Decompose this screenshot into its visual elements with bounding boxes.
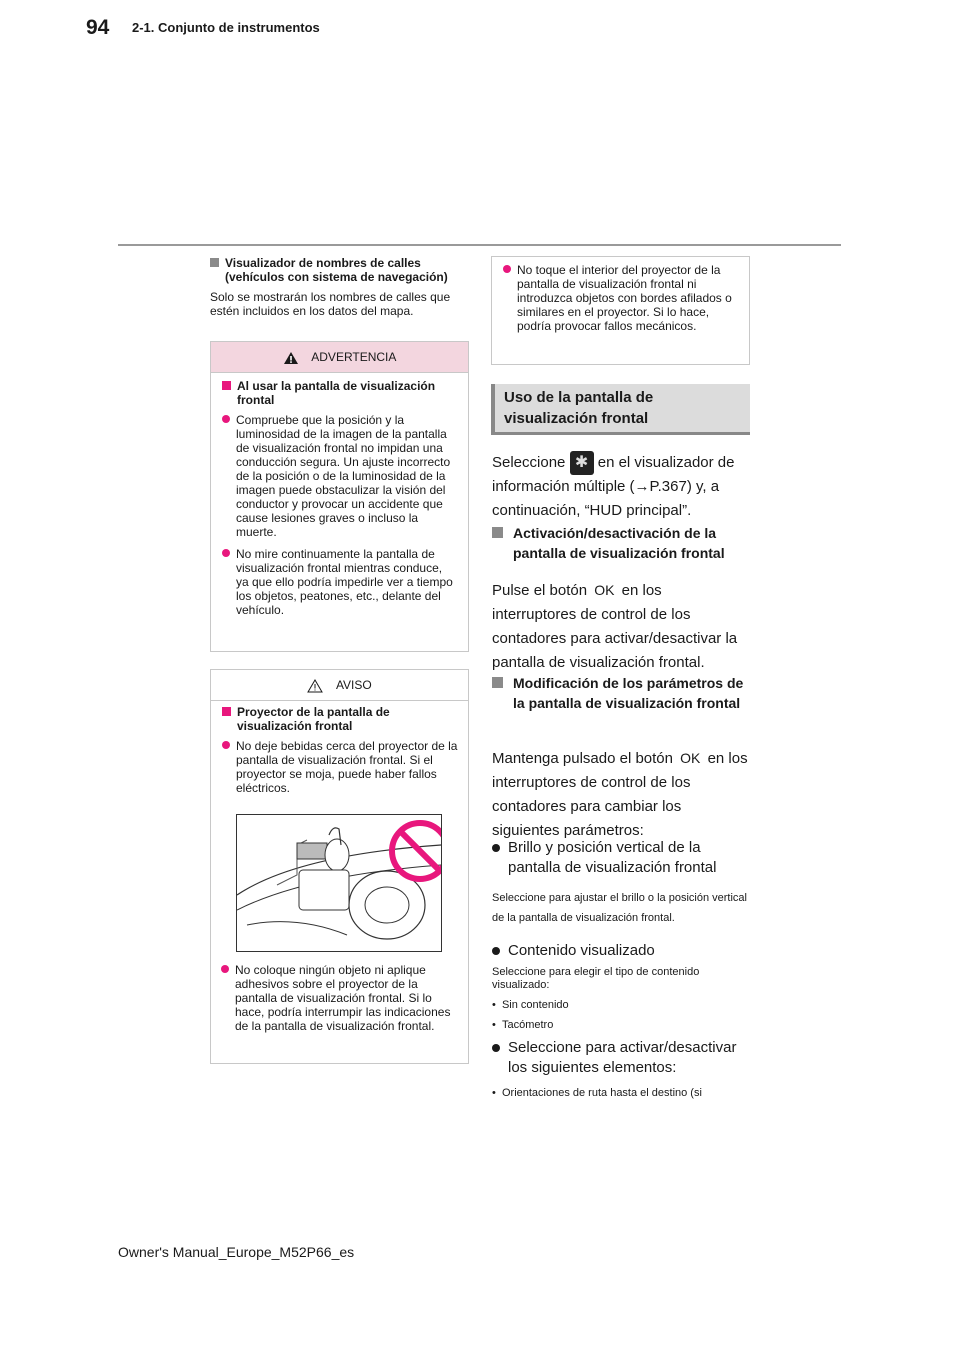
notice-heading: Proyector de la pantalla de visualización frontal	[222, 705, 458, 733]
ok-button-icon: OK	[680, 750, 701, 766]
warning-triangle-icon	[283, 351, 299, 365]
bullet-icon	[503, 265, 511, 273]
page-number: 94	[86, 16, 110, 39]
bullet-icon	[492, 844, 500, 852]
option-toggle: Seleccione para activar/desactivar los siguientes elementos: • Orientaciones de ruta hasta el destino (si	[492, 1038, 750, 1100]
notice-item: No deje bebidas cerca del proyector de la pantalla de visualización frontal. Si el proyector se moja, puede haber fallos eléctricos.	[222, 739, 458, 795]
bullet-icon	[222, 549, 230, 557]
square-bullet-icon	[492, 527, 503, 538]
notice-item-2	[221, 963, 457, 1033]
warning-header: ADVERTENCIA	[211, 342, 468, 373]
onoff-paragraph: Pulse el botón OK en los interruptores de control de los contadores para activar/desactivar la pantalla de visualización frontal.	[492, 578, 750, 675]
params-paragraph: Mantenga pulsado el botón OK en los interruptores de control de los contadores para cambiar los siguientes parámetros:	[492, 746, 750, 843]
street-names-text: Solo se mostrarán los nombres de calles que estén incluidos en los datos del mapa.	[210, 290, 451, 318]
gear-icon: ✱	[570, 451, 594, 475]
notice-item: No coloque ningún objeto ni aplique adhesivos sobre el proyector de la pantalla de visualización frontal. Si lo hace, podría interrumpir las indicaciones de la pantalla de visualización frontal.	[221, 963, 457, 1033]
heading-accent	[491, 384, 495, 432]
intro-paragraph: Seleccione ✱ en el visualizador de información múltiple (→P.367) y, a continuación, “HUD principal”.	[492, 451, 750, 523]
list-item: • Orientaciones de ruta hasta el destino (si	[492, 1087, 702, 1099]
option-content: Contenido visualizado Seleccione para elegir el tipo de contenido visualizado: • Sin contenido • Tacómetro	[492, 941, 750, 1032]
notice-continued-box	[491, 256, 750, 365]
warning-box	[210, 341, 469, 652]
warning-item: No mire continuamente la pantalla de visualización frontal mientras conduce, ya que ello podría impedirle ver a tiempo los objetos, peatones, etc., delante del vehículo.	[222, 547, 458, 617]
square-bullet-icon	[222, 381, 231, 390]
street-names-heading: Visualizador de nombres de calles (vehículos con sistema de navegación)	[210, 256, 468, 284]
option-brightness-text: Seleccione para ajustar el brillo o la posición vertical de la pantalla de visualización frontal.	[492, 892, 747, 924]
list-item: • Tacómetro	[492, 1019, 554, 1031]
bullet-icon	[492, 947, 500, 955]
warning-heading: Al usar la pantalla de visualización frontal	[222, 379, 458, 407]
notice-item: No toque el interior del proyector de la pantalla de visualización frontal ni introduzca objetos con bordes afilados o similares en el proyector. Si lo hace, podría provocar fallos mecánicos.	[503, 263, 739, 333]
ok-button-icon: OK	[594, 582, 615, 598]
caution-triangle-icon	[307, 679, 323, 693]
projector-illustration	[236, 814, 442, 952]
onoff-heading: Activación/desactivación de la pantalla de visualización frontal	[492, 523, 750, 563]
section-heading-bar	[491, 384, 750, 435]
bullet-icon	[222, 415, 230, 423]
bullet-icon	[492, 1044, 500, 1052]
square-bullet-icon	[210, 258, 219, 267]
square-bullet-icon	[492, 677, 503, 688]
bullet-icon	[221, 965, 229, 973]
option-brightness: Brillo y posición vertical de la pantalla de visualización frontal Seleccione para ajustar el brillo o la posición vertical de la pantalla de visualización frontal.	[492, 838, 750, 928]
bullet-icon	[222, 741, 230, 749]
footer-text: Owner's Manual_Europe_M52P66_es	[118, 1244, 355, 1260]
list-item: • Sin contenido	[492, 999, 569, 1011]
dashboard-drawing	[237, 815, 441, 951]
option-content-text: Seleccione para elegir el tipo de contenido visualizado:	[492, 966, 700, 991]
notice-header: AVISO	[211, 670, 468, 701]
street-names-section	[210, 256, 468, 318]
header-rule	[118, 244, 841, 246]
params-heading: Modificación de los parámetros de la pantalla de visualización frontal	[492, 673, 750, 713]
warning-item: Compruebe que la posición y la luminosidad de la imagen de la pantalla de visualización frontal no impidan una conducción segura. Un ajuste incorrecto de la posición o de la luminosidad de la imagen puede obstaculizar la visión del conductor y provocar un accidente que cause lesiones graves o incluso la muerte.	[222, 413, 458, 539]
section-heading: Uso de la pantalla de visualización frontal	[504, 389, 654, 427]
section-title: 2-1. Conjunto de instrumentos	[132, 20, 320, 35]
square-bullet-icon	[222, 707, 231, 716]
